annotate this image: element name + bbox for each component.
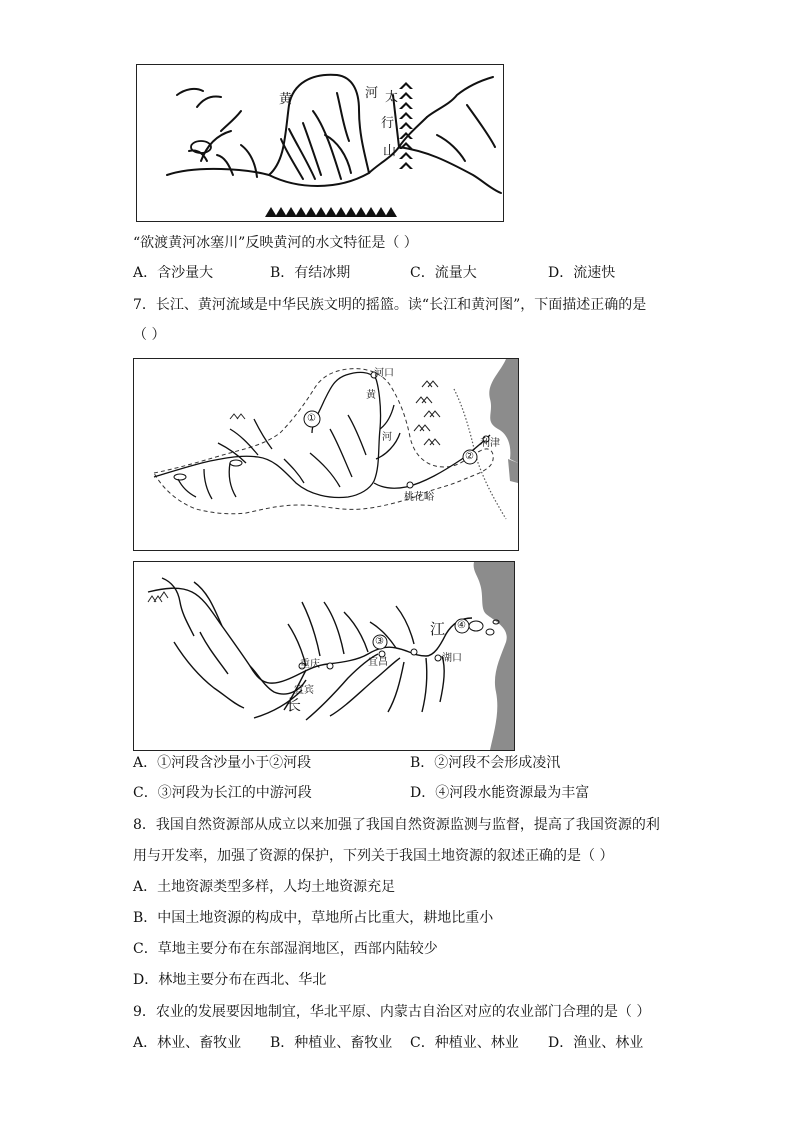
question-8-option-d[interactable]: D．林地主要分布在西北、华北 <box>133 972 327 988</box>
map-label-chang: 长 <box>286 696 302 714</box>
map-marker-2: ② <box>465 451 474 462</box>
map-label-huang: 黄 <box>279 92 293 107</box>
mountain-symbols <box>230 381 440 445</box>
map-label-he-2: 河 <box>382 432 392 443</box>
question-7-stem-line-2: （ ） <box>133 327 166 343</box>
question-6-stem: “欲渡黄河冰塞川”反映黄河的水文特征是（ ） <box>133 235 418 251</box>
map-label-yichang: 宜昌 <box>368 657 388 668</box>
yellow-river-map-drawing <box>137 65 503 221</box>
map-label-jiang: 江 <box>430 620 446 638</box>
map-marker-3: ③ <box>375 636 384 647</box>
mountain-symbols-yangtze <box>148 592 168 602</box>
qinling-mountain-symbols <box>265 207 397 217</box>
map-label-hukou: 湖口 <box>442 653 462 664</box>
question-6-option-c[interactable]: C．流量大 <box>410 265 477 281</box>
map-label-hekou: 河口 <box>374 368 394 379</box>
map-label-chongqing: 重庆 <box>300 659 320 670</box>
question-8-option-b[interactable]: B．中国土地资源的构成中，草地所占比重大，耕地比重小 <box>133 910 494 926</box>
question-8-option-c[interactable]: C．草地主要分布在东部湿润地区，西部内陆较少 <box>133 941 438 957</box>
map-label-he: 河 <box>365 86 379 101</box>
question-7-option-c[interactable]: C．③河段为长江的中游河段 <box>133 785 312 801</box>
question-6-option-b[interactable]: B．有结冰期 <box>270 265 351 281</box>
question-6-option-a[interactable]: A．含沙量大 <box>133 265 214 281</box>
taihang-mountain-symbols <box>399 82 413 169</box>
question-8-stem-line-2: 用与开发率，加强了资源的保护，下列关于我国土地资源的叙述正确的是（ ） <box>133 848 614 864</box>
map-label-tai: 太 <box>385 90 399 105</box>
yellow-river-taihang-map <box>136 64 504 222</box>
question-6-option-d[interactable]: D．流速快 <box>548 265 616 281</box>
map-marker-4: ④ <box>457 620 466 631</box>
yellow-river-basin-map <box>133 358 519 551</box>
question-8-option-a[interactable]: A．土地资源类型多样，人均土地资源充足 <box>133 879 396 895</box>
map-label-shan: 山 <box>383 144 397 159</box>
question-7-option-b[interactable]: B．②河段不会形成凌汛 <box>410 755 561 771</box>
question-9-option-d[interactable]: D．渔业、林业 <box>548 1035 644 1051</box>
question-9-option-b[interactable]: B．种植业、畜牧业 <box>270 1035 393 1051</box>
map-label-lijin: 利津 <box>480 438 500 449</box>
map-label-xing: 行 <box>381 116 395 131</box>
yangtze-river-map <box>133 561 515 751</box>
question-9-option-a[interactable]: A．林业、畜牧业 <box>133 1035 242 1051</box>
map-label-yibin: 宜宾 <box>294 685 314 696</box>
question-7-option-d[interactable]: D．④河段水能资源最为丰富 <box>410 785 590 801</box>
question-8-stem-line-1: 8．我国自然资源部从成立以来加强了我国自然资源监测与监督，提高了我国资源的利 <box>133 817 660 833</box>
question-7-option-a[interactable]: A．①河段含沙量小于②河段 <box>133 755 312 771</box>
question-9-stem: 9．农业的发展要因地制宜，华北平原、内蒙古自治区对应的农业部门合理的是（ ） <box>133 1004 651 1020</box>
map-label-taohuayu: 桃花峪 <box>404 492 434 503</box>
map-label-huang-2: 黄 <box>366 390 376 401</box>
question-9-option-c[interactable]: C．种植业、林业 <box>410 1035 519 1051</box>
yellow-river-basin-drawing <box>134 359 518 550</box>
question-7-stem-line-1: 7．长江、黄河流域是中华民族文明的摇篮。读“长江和黄河图”，下面描述正确的是 <box>133 297 647 313</box>
map-marker-1: ① <box>307 413 316 424</box>
